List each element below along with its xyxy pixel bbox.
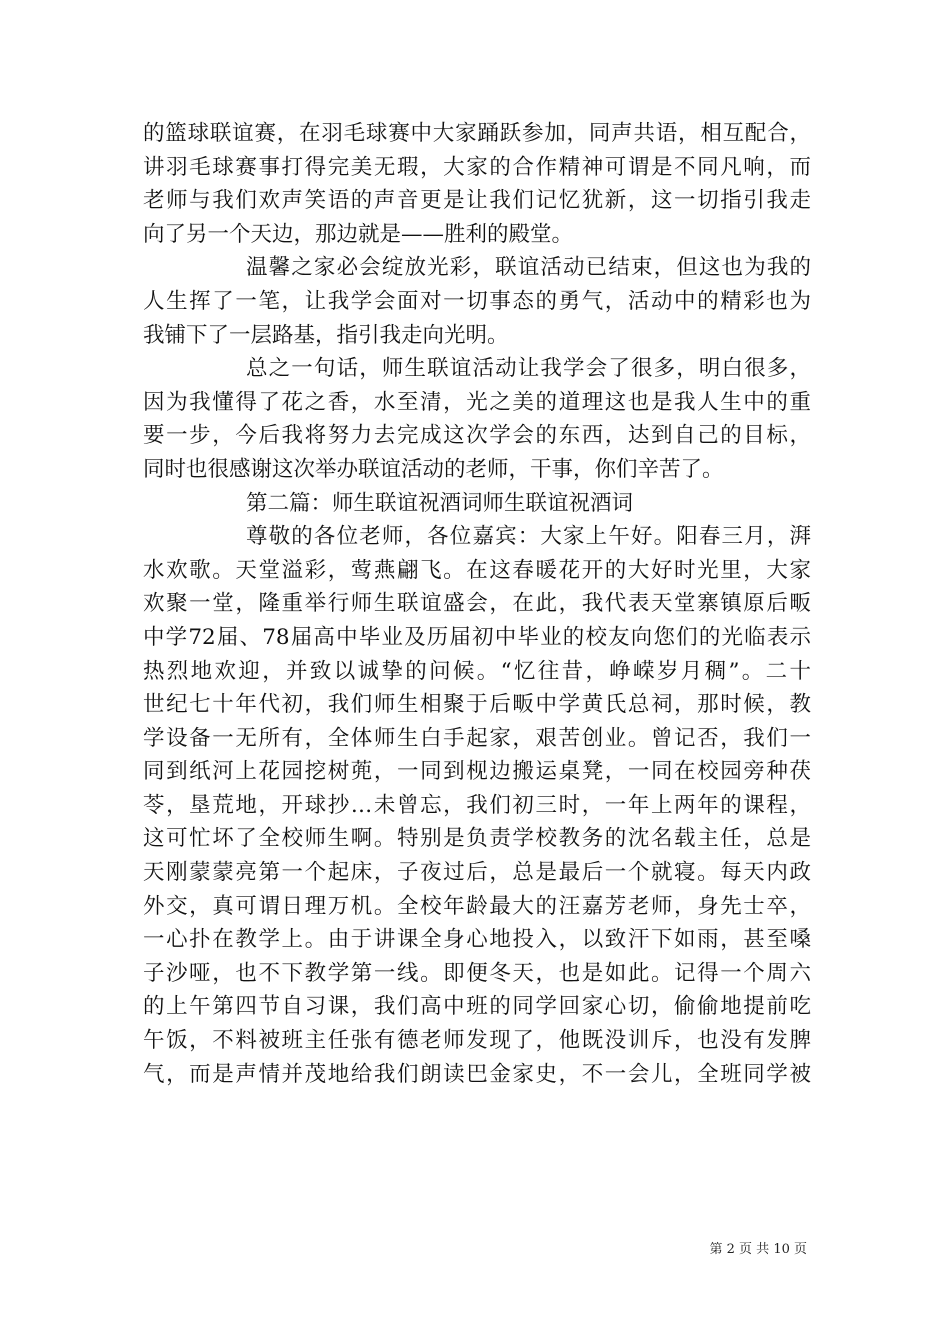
text-line: 要一步，今后我将努力去完成这次学会的东西，达到自己的目标， <box>143 423 811 449</box>
text-line: 子沙哑，也不下教学第一线。即便冬天，也是如此。记得一个周六 <box>143 960 811 986</box>
paragraph <box>143 352 811 486</box>
text-line: 我铺下了一层路基，指引我走向光明。 <box>143 322 509 348</box>
text-line: 总之一句话，师生联谊活动让我学会了很多，明白很多， <box>246 356 811 382</box>
text-line: 第二篇：师生联谊祝酒词师生联谊祝酒词 <box>246 490 634 516</box>
paragraph <box>143 487 811 521</box>
paragraph <box>143 251 811 352</box>
body-text <box>143 117 811 1091</box>
text-line: 午饭，不料被班主任张有德老师发现了，他既没训斥，也没有发脾 <box>143 1028 811 1054</box>
text-line: 这可忙坏了全校师生啊。特别是负责学校教务的沈名载主任，总是 <box>143 826 811 852</box>
text-line: 的篮球联谊赛，在羽毛球赛中大家踊跃参加，同声共语，相互配合， <box>143 121 811 146</box>
text-line: 同到纸河上花园挖树蔸，一同到枧边搬运桌凳，一同在校园旁种茯 <box>143 759 811 785</box>
text-line: 人生挥了一笔，让我学会面对一切事态的勇气，活动中的精彩也为 <box>143 288 811 314</box>
text-line: 气，而是声情并茂地给我们朗读巴金家史，不一会儿，全班同学被 <box>143 1061 811 1087</box>
text-line: 学设备一无所有，全体师生白手起家，艰苦创业。曾记否，我们一 <box>143 725 811 751</box>
text-line: 外交，真可谓日理万机。全校年龄最大的汪嘉芳老师，身先士卒， <box>143 893 811 919</box>
text-line: 的上午第四节自习课，我们高中班的同学回家心切，偷偷地提前吃 <box>143 994 811 1020</box>
text-line: 世纪七十年代初，我们师生相聚于后畈中学黄氏总祠，那时候，教 <box>143 692 811 718</box>
text-line: 天刚蒙蒙亮第一个起床，子夜过后，总是最后一个就寝。每天内政 <box>143 860 811 886</box>
text-line: 一心扑在教学上。由于讲课全身心地投入，以致汗下如雨，甚至嗓 <box>143 927 811 953</box>
text-line: 同时也很感谢这次举办联谊活动的老师，干事，你们辛苦了。 <box>143 456 724 482</box>
page-footer: 第 2 页 共 10 页 <box>709 1242 807 1257</box>
text-line: 温馨之家必会绽放光彩，联谊活动已结束，但这也为我的 <box>246 255 811 281</box>
text-line: 欢聚一堂，隆重举行师生联谊盛会，在此，我代表天堂寨镇原后畈 <box>143 591 811 617</box>
text-line: 老师与我们欢声笑语的声音更是让我们记忆犹新，这一切指引我走 <box>143 188 811 214</box>
text-line: 水欢歌。天堂溢彩，莺燕翩飞。在这春暖花开的大好时光里，大家 <box>143 557 811 583</box>
paragraph <box>143 117 811 251</box>
text-line: 讲羽毛球赛事打得完美无瑕，大家的合作精神可谓是不同凡响，而 <box>143 154 811 180</box>
text-line: 苓，垦荒地，开球抄…未曾忘，我们初三时，一年上两年的课程， <box>143 792 811 818</box>
text-line: 尊敬的各位老师，各位嘉宾：大家上午好。阳春三月，湃 <box>246 524 811 550</box>
paragraph <box>143 520 811 1091</box>
text-line: 中学72届、78届高中毕业及历届初中毕业的校友向您们的光临表示 <box>143 624 811 650</box>
text-line: 因为我懂得了花之香，水至清，光之美的道理这也是我人生中的重 <box>143 389 811 415</box>
text-line: 向了另一个天边，那边就是——胜利的殿堂。 <box>143 221 574 247</box>
text-line: 热烈地欢迎，并致以诚挚的问候。“忆往昔，峥嵘岁月稠”。二十 <box>143 658 811 684</box>
